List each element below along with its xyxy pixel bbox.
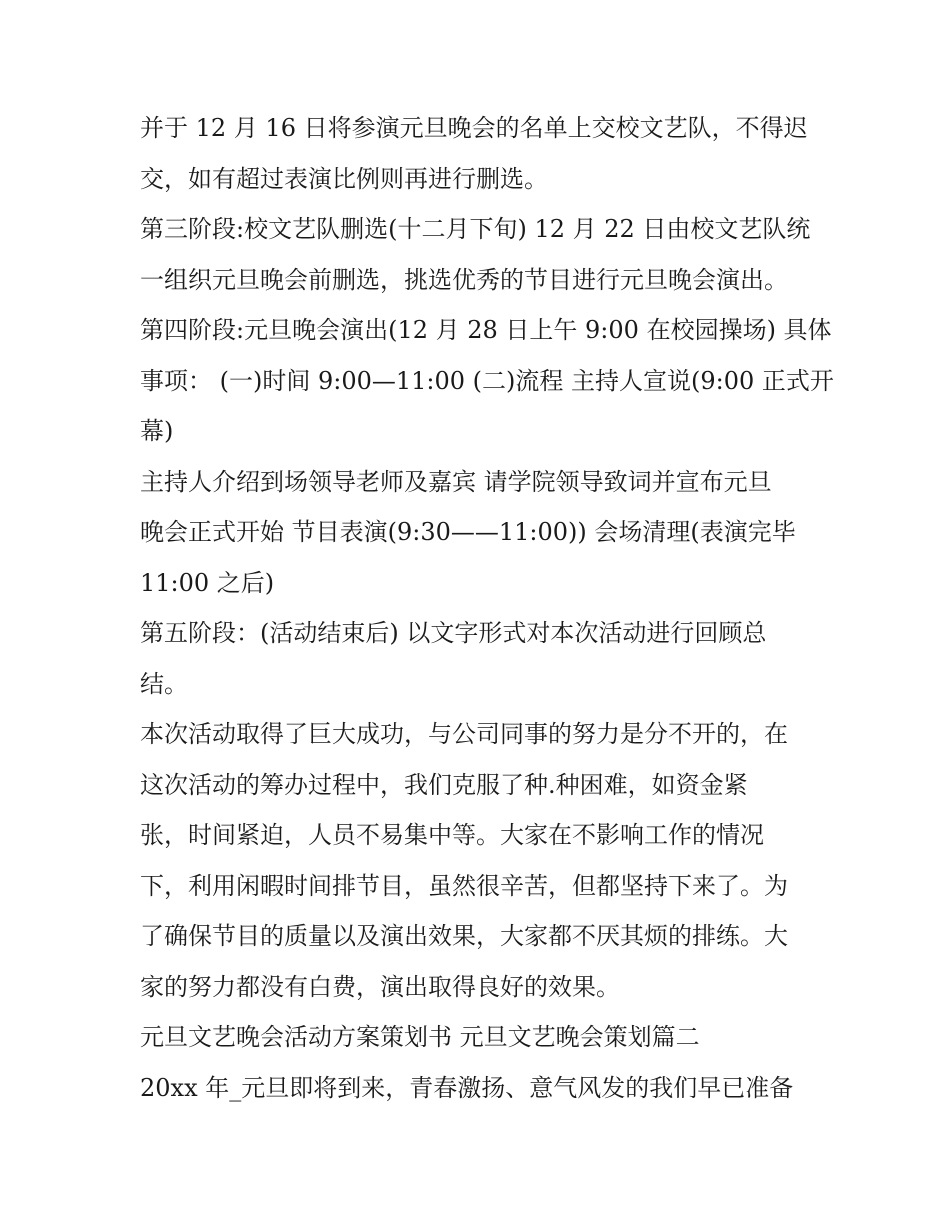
- text-line: 张，时间紧迫，人员不易集中等。大家在不影响工作的情况: [140, 821, 764, 849]
- text-line: 晚会正式开始 节目表演(9:30——11:00)) 会场清理(表演完毕: [140, 518, 796, 546]
- text-line: 主持人介绍到场领导老师及嘉宾 请学院领导致词并宣布元旦: [140, 467, 772, 496]
- text-line: 家的努力都没有白费，演出取得良好的效果。: [140, 972, 620, 1001]
- text-line: 一组织元旦晚会前删选，挑选优秀的节目进行元旦晚会演出。: [140, 265, 788, 294]
- text-line: 结。: [140, 669, 188, 698]
- text-line: 幕): [140, 417, 174, 445]
- text-line: 这次活动的筹办过程中，我们克服了种.种困难，如资金紧: [140, 770, 748, 799]
- text-line: 了确保节目的质量以及演出效果，大家都不厌其烦的排练。大: [140, 922, 788, 950]
- text-line: 第三阶段:校文艺队删选(十二月下旬) 12 月 22 日由校文艺队统: [140, 215, 811, 243]
- text-line: 20xx 年_元旦即将到来，青春激扬、意气风发的我们早已准备: [140, 1073, 794, 1102]
- text-line: 11:00 之后): [140, 568, 275, 597]
- text-line: 第五阶段：(活动结束后) 以文字形式对本次活动进行回顾总: [140, 619, 767, 647]
- section-title: 元旦文艺晚会活动方案策划书 元旦文艺晚会策划篇二: [140, 1023, 700, 1051]
- text-line: 本次活动取得了巨大成功，与公司同事的努力是分不开的，在: [140, 720, 788, 748]
- document-body: [140, 103, 834, 1113]
- text-line: 并于 12 月 16 日将参演元旦晚会的名单上交校文艺队，不得迟: [140, 114, 808, 142]
- text-line: 交，如有超过表演比例则再进行删选。: [140, 164, 548, 193]
- text-line: 下，利用闲暇时间排节目，虽然很辛苦，但都坚持下来了。为: [140, 871, 788, 900]
- text-line: 事项： (一)时间 9:00—11:00 (二)流程 主持人宣说(9:00 正式开: [140, 366, 834, 395]
- text-line: 第四阶段:元旦晚会演出(12 月 28 日上午 9:00 在校园操场) 具体: [140, 316, 832, 344]
